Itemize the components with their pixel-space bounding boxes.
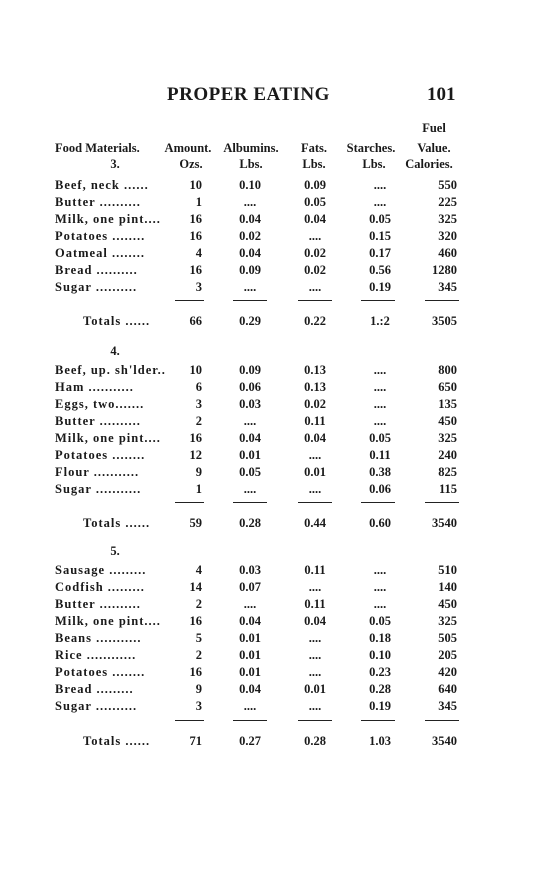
fuel-cell: 825: [438, 465, 457, 479]
starches-cell: 0.10: [369, 648, 391, 662]
fats-cell: 0.11: [304, 414, 326, 428]
food-name: Potatoes ........: [55, 448, 146, 462]
starches-cell: 0.28: [369, 682, 391, 696]
amount-cell: 6: [195, 380, 202, 394]
starches-cell: ....: [373, 414, 387, 428]
totals-label: Totals ......: [83, 734, 151, 748]
amount-total-rule: [175, 300, 204, 301]
food-name: Butter ..........: [55, 195, 141, 209]
food-name: Butter ..........: [55, 597, 141, 611]
starches-unit: Lbs.: [362, 157, 386, 171]
starches-cell: 0.15: [369, 229, 391, 243]
albumins-cell: ....: [243, 482, 257, 496]
amount-total: 66: [189, 314, 202, 328]
starches-cell: 0.17: [369, 246, 391, 260]
fats-total: 0.28: [304, 734, 326, 748]
food-column-header: Food Materials.: [55, 141, 140, 155]
amount-cell: 4: [195, 246, 202, 260]
fats-total-rule: [298, 300, 332, 301]
food-name: Bread .........: [55, 682, 134, 696]
fuel-total: 3540: [432, 516, 457, 530]
fats-cell: ....: [308, 699, 322, 713]
section-number: 4.: [110, 344, 120, 358]
starches-total-rule: [361, 300, 395, 301]
fats-cell: 0.13: [304, 380, 326, 394]
starches-cell: ....: [373, 380, 387, 394]
fats-cell: 0.11: [304, 563, 326, 577]
fuel-cell: 650: [438, 380, 457, 394]
albumins-cell: 0.04: [239, 431, 261, 445]
fuel-total-rule: [425, 502, 459, 503]
food-name: Milk, one pint....: [55, 614, 161, 628]
albumins-total: 0.29: [239, 314, 261, 328]
food-name: Milk, one pint....: [55, 212, 161, 226]
food-name: Butter ..........: [55, 414, 141, 428]
fuel-cell: 320: [438, 229, 457, 243]
amount-cell: 3: [195, 397, 202, 411]
fats-cell: 0.09: [304, 178, 326, 192]
fats-total: 0.44: [304, 516, 326, 530]
starches-cell: 0.11: [369, 448, 391, 462]
fuel-cell: 325: [438, 431, 457, 445]
starches-total-rule: [361, 720, 395, 721]
fuel-cell: 140: [438, 580, 457, 594]
section-number: 3.: [110, 157, 120, 171]
starches-cell: ....: [373, 580, 387, 594]
fuel-cell: 550: [438, 178, 457, 192]
fuel-cell: 450: [438, 414, 457, 428]
amount-cell: 5: [195, 631, 202, 645]
albumins-total-rule: [233, 720, 267, 721]
albumins-total: 0.28: [239, 516, 261, 530]
fats-cell: 0.01: [304, 465, 326, 479]
food-name: Oatmeal ........: [55, 246, 145, 260]
fats-cell: ....: [308, 648, 322, 662]
amount-cell: 16: [189, 665, 202, 679]
food-name: Sugar ...........: [55, 482, 142, 496]
starches-cell: 0.23: [369, 665, 391, 679]
fats-cell: 0.05: [304, 195, 326, 209]
fats-cell: 0.04: [304, 212, 326, 226]
fats-cell: ....: [308, 280, 322, 294]
starches-total: 1.:2: [370, 314, 390, 328]
amount-cell: 2: [195, 414, 202, 428]
fuel-cell: 420: [438, 665, 457, 679]
fats-cell: 0.13: [304, 363, 326, 377]
starches-cell: 0.56: [369, 263, 391, 277]
albumins-cell: 0.01: [239, 665, 261, 679]
food-name: Beans ...........: [55, 631, 142, 645]
starches-cell: 0.05: [369, 431, 391, 445]
starches-total: 1.03: [369, 734, 391, 748]
amount-total-rule: [175, 502, 204, 503]
fats-cell: 0.04: [304, 431, 326, 445]
albumins-cell: 0.09: [239, 263, 261, 277]
starches-cell: ....: [373, 563, 387, 577]
fats-cell: 0.02: [304, 397, 326, 411]
fats-column-header: Fats.: [300, 141, 328, 155]
albumins-cell: 0.03: [239, 563, 261, 577]
fuel-cell: 135: [438, 397, 457, 411]
starches-cell: 0.05: [369, 212, 391, 226]
food-name: Bread ..........: [55, 263, 138, 277]
fuel-cell: 460: [438, 246, 457, 260]
fuel-total-rule: [425, 300, 459, 301]
albumins-cell: 0.01: [239, 631, 261, 645]
food-name: Sausage .........: [55, 563, 147, 577]
starches-cell: ....: [373, 195, 387, 209]
page-number: 101: [427, 84, 456, 105]
fats-cell: 0.02: [304, 246, 326, 260]
albumins-cell: 0.04: [239, 246, 261, 260]
amount-cell: 16: [189, 212, 202, 226]
food-name: Milk, one pint....: [55, 431, 161, 445]
albumins-cell: ....: [243, 280, 257, 294]
amount-cell: 1: [195, 195, 202, 209]
fuel-cell: 1280: [432, 263, 457, 277]
totals-label: Totals ......: [83, 314, 151, 328]
fuel-header-top: Fuel: [422, 121, 446, 135]
albumins-cell: 0.01: [239, 448, 261, 462]
amount-cell: 1: [195, 482, 202, 496]
fats-cell: ....: [308, 665, 322, 679]
section-number: 5.: [110, 544, 120, 558]
albumins-cell: ....: [243, 699, 257, 713]
fuel-total: 3505: [432, 314, 457, 328]
fuel-cell: 505: [438, 631, 457, 645]
starches-total: 0.60: [369, 516, 391, 530]
food-name: Beef, neck ......: [55, 178, 149, 192]
albumins-cell: 0.03: [239, 397, 261, 411]
amount-cell: 9: [195, 465, 202, 479]
food-name: Codfish .........: [55, 580, 145, 594]
fuel-cell: 345: [438, 280, 457, 294]
fuel-cell: 345: [438, 699, 457, 713]
amount-cell: 10: [189, 178, 202, 192]
fuel-cell: 325: [438, 212, 457, 226]
amount-cell: 4: [195, 563, 202, 577]
fats-cell: ....: [308, 448, 322, 462]
page-header: [0, 84, 544, 108]
albumins-total: 0.27: [239, 734, 261, 748]
fats-total-rule: [298, 502, 332, 503]
fuel-cell: 240: [438, 448, 457, 462]
fats-cell: 0.01: [304, 682, 326, 696]
albumins-cell: 0.07: [239, 580, 261, 594]
albumins-total-rule: [233, 300, 267, 301]
starches-cell: 0.19: [369, 699, 391, 713]
food-name: Potatoes ........: [55, 229, 146, 243]
amount-total: 71: [189, 734, 202, 748]
amount-cell: 16: [189, 263, 202, 277]
totals-label: Totals ......: [83, 516, 151, 530]
fats-cell: ....: [308, 580, 322, 594]
fuel-cell: 325: [438, 614, 457, 628]
albumins-cell: ....: [243, 195, 257, 209]
fuel-cell: 640: [438, 682, 457, 696]
starches-column-header: Starches.: [346, 141, 396, 155]
food-name: Flour ...........: [55, 465, 140, 479]
starches-cell: ....: [373, 597, 387, 611]
fats-cell: ....: [308, 482, 322, 496]
amount-cell: 12: [189, 448, 202, 462]
amount-cell: 3: [195, 280, 202, 294]
amount-cell: 16: [189, 614, 202, 628]
food-name: Rice ............: [55, 648, 137, 662]
fats-cell: 0.04: [304, 614, 326, 628]
starches-cell: 0.38: [369, 465, 391, 479]
albumins-cell: 0.09: [239, 363, 261, 377]
albumins-cell: 0.10: [239, 178, 261, 192]
starches-cell: ....: [373, 397, 387, 411]
amount-cell: 16: [189, 431, 202, 445]
starches-cell: 0.19: [369, 280, 391, 294]
food-name: Eggs, two.......: [55, 397, 145, 411]
albumins-cell: 0.06: [239, 380, 261, 394]
starches-cell: 0.06: [369, 482, 391, 496]
albumins-cell: 0.04: [239, 212, 261, 226]
albumins-cell: ....: [243, 597, 257, 611]
fuel-column-header: Value.: [417, 141, 451, 155]
fuel-unit: Calories.: [405, 157, 453, 171]
fuel-cell: 205: [438, 648, 457, 662]
amount-cell: 2: [195, 597, 202, 611]
albumins-cell: 0.04: [239, 682, 261, 696]
amount-cell: 10: [189, 363, 202, 377]
starches-cell: 0.18: [369, 631, 391, 645]
amount-total-rule: [175, 720, 204, 721]
fuel-cell: 450: [438, 597, 457, 611]
fats-total-rule: [298, 720, 332, 721]
albumins-cell: 0.04: [239, 614, 261, 628]
fats-cell: ....: [308, 631, 322, 645]
starches-cell: ....: [373, 363, 387, 377]
amount-column-header: Amount.: [164, 141, 212, 155]
fuel-cell: 115: [438, 482, 457, 496]
albumins-cell: ....: [243, 414, 257, 428]
starches-cell: ....: [373, 178, 387, 192]
albumins-total-rule: [233, 502, 267, 503]
fats-total: 0.22: [304, 314, 326, 328]
amount-total: 59: [189, 516, 202, 530]
fuel-cell: 225: [438, 195, 457, 209]
food-name: Beef, up. sh'lder..: [55, 363, 166, 377]
fats-cell: ....: [308, 229, 322, 243]
fats-unit: Lbs.: [302, 157, 326, 171]
amount-cell: 14: [189, 580, 202, 594]
albumins-cell: 0.01: [239, 648, 261, 662]
fats-cell: 0.11: [304, 597, 326, 611]
food-name: Sugar ..........: [55, 280, 138, 294]
amount-cell: 9: [195, 682, 202, 696]
running-title: PROPER EATING: [167, 84, 330, 105]
food-name: Potatoes ........: [55, 665, 146, 679]
food-name: Sugar ..........: [55, 699, 138, 713]
starches-cell: 0.05: [369, 614, 391, 628]
albumins-unit: Lbs.: [239, 157, 263, 171]
albumins-cell: 0.02: [239, 229, 261, 243]
fuel-cell: 800: [438, 363, 457, 377]
fuel-total-rule: [425, 720, 459, 721]
fats-cell: 0.02: [304, 263, 326, 277]
albumins-column-header: Albumins.: [223, 141, 279, 155]
amount-cell: 16: [189, 229, 202, 243]
food-name: Ham ...........: [55, 380, 134, 394]
amount-cell: 2: [195, 648, 202, 662]
fuel-cell: 510: [438, 563, 457, 577]
amount-cell: 3: [195, 699, 202, 713]
amount-unit: Ozs.: [179, 157, 203, 171]
starches-total-rule: [361, 502, 395, 503]
albumins-cell: 0.05: [239, 465, 261, 479]
fuel-total: 3540: [432, 734, 457, 748]
